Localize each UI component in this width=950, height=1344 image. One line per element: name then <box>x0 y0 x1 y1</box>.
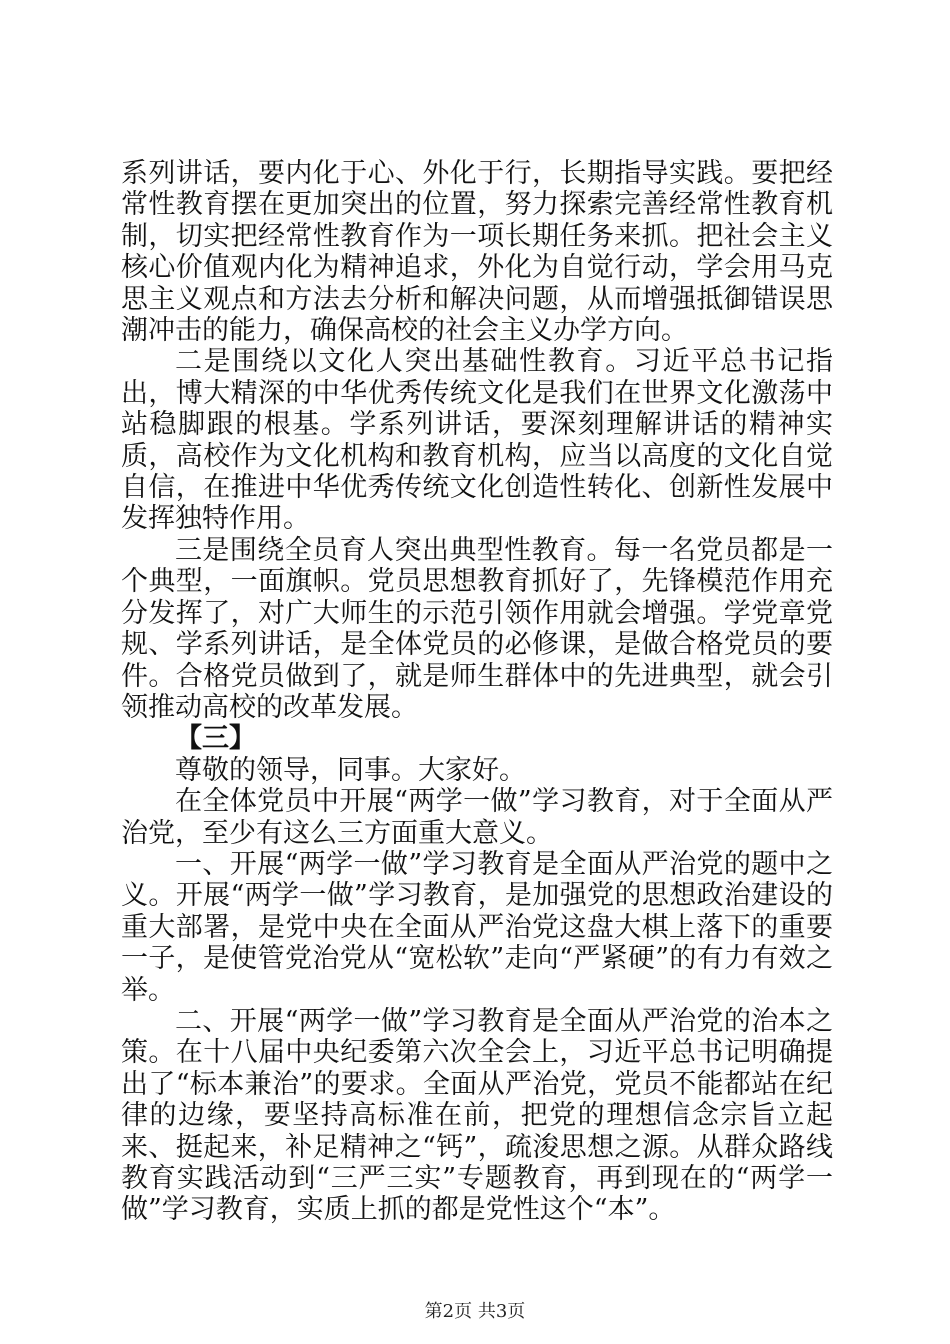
paragraph-intro: 在全体党员中开展“两学一做”学习教育，对于全面从严治党，至少有这么三方面重大意义。 <box>121 786 833 849</box>
paragraph-significance-one: 一、开展“两学一做”学习教育是全面从严治党的题中之义。开展“两学一做”学习教育，是加强党的思想政治建设的重大部署，是党中央在全面从严治党这盘大棋上落下的重要一子，是使管党治党从“宽松软”走向“严紧硬”的有力有效之举。 <box>121 848 833 1006</box>
document-body <box>121 158 833 1226</box>
paragraph-point-three: 三是围绕全员育人突出典型性教育。每一名党员都是一个典型，一面旗帜。党员思想教育抓好了，先锋模范作用充分发挥了，对广大师生的示范引领作用就会增强。学党章党规、学系列讲话，是全体党员的必修课，是做合格党员的要件。合格党员做到了，就是师生群体中的先进典型，就会引领推动高校的改革发展。 <box>121 534 833 723</box>
paragraph-point-two: 二是围绕以文化人突出基础性教育。习近平总书记指出，博大精深的中华优秀传统文化是我们在世界文化激荡中站稳脚跟的根基。学系列讲话，要深刻理解讲话的精神实质，高校作为文化机构和教育机构，应当以高度的文化自觉自信，在推进中华优秀传统文化创造性转化、创新性发展中发挥独特作用。 <box>121 346 833 535</box>
paragraph-significance-two: 二、开展“两学一做”学习教育是全面从严治党的治本之策。在十八届中央纪委第六次全会上，习近平总书记明确提出了“标本兼治”的要求。全面从严治党，党员不能都站在纪律的边缘，要坚持高标准在前，把党的理想信念宗旨立起来、挺起来，补足精神之“钙”，疏浚思想之源。从群众路线教育实践活动到“三严三实”专题教育，再到现在的“两学一做”学习教育，实质上抓的都是党性这个“本”。 <box>121 1005 833 1226</box>
page-number-footer: 第2页 共3页 <box>424 1301 526 1322</box>
section-heading: 【三】 <box>175 723 256 755</box>
paragraph-continuation: 系列讲话，要内化于心、外化于行，长期指导实践。要把经常性教育摆在更加突出的位置，努力探索完善经常性教育机制，切实把经常性教育作为一项长期任务来抓。把社会主义核心价值观内化为精神追求，外化为自觉行动，学会用马克思主义观点和方法去分析和解决问题，从而增强抵御错误思潮冲击的能力，确保高校的社会主义办学方向。 <box>121 158 833 347</box>
paragraph-greeting: 尊敬的领导，同事。大家好。 <box>175 754 526 786</box>
